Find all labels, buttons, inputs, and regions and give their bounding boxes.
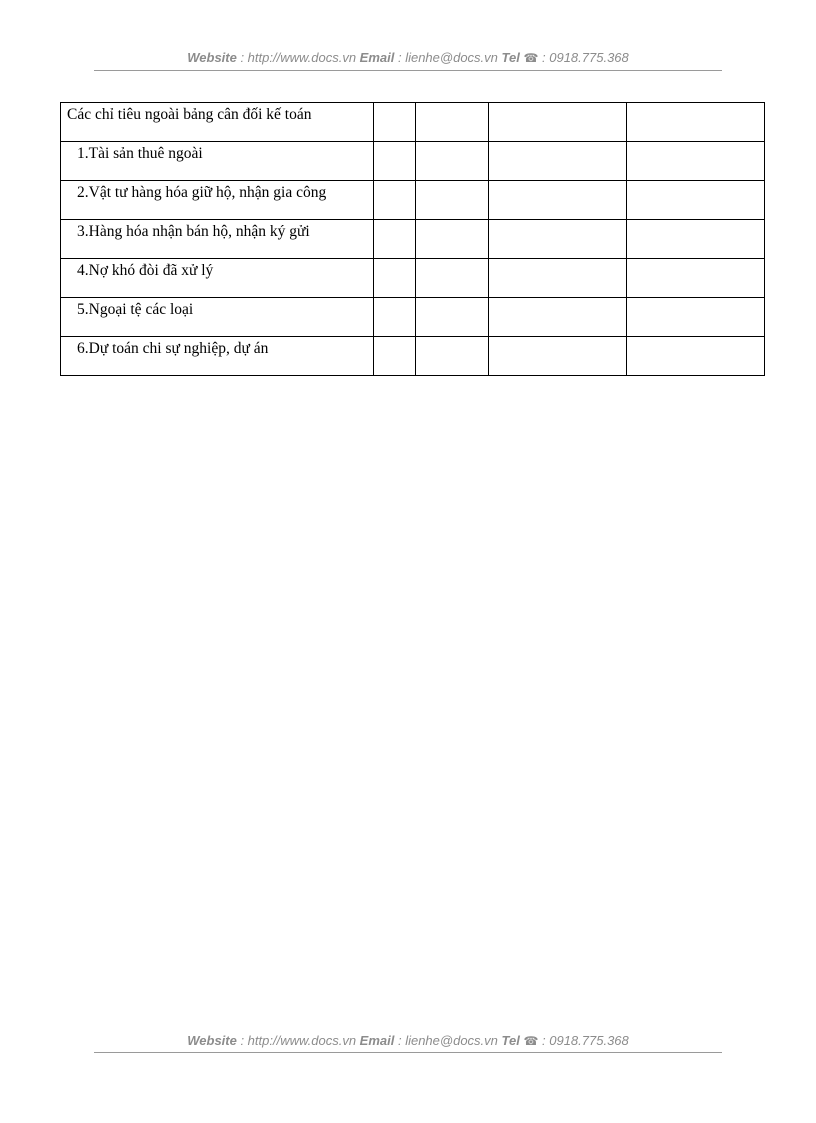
table-cell <box>374 103 416 142</box>
table-cell <box>416 142 489 181</box>
footer-email-label: Email <box>359 1033 395 1048</box>
table-cell <box>489 337 627 376</box>
table-row <box>61 181 765 220</box>
table-cell <box>374 259 416 298</box>
table-cell <box>374 142 416 181</box>
table-cell <box>416 259 489 298</box>
table-cell <box>489 181 627 220</box>
table-cell <box>627 259 765 298</box>
footer-divider <box>94 1052 722 1053</box>
phone-icon: ☎ <box>523 1034 539 1048</box>
row-label <box>61 298 374 337</box>
table-cell <box>416 337 489 376</box>
table-cell <box>489 259 627 298</box>
header-email-label: Email <box>359 50 395 65</box>
table-cell <box>374 220 416 259</box>
row-label <box>61 181 374 220</box>
row-label-text: 5.Ngoại tệ các loại <box>77 301 194 318</box>
off-balance-sheet-table <box>60 102 765 376</box>
table-cell <box>416 298 489 337</box>
footer-website-value: : http://www.docs.vn <box>236 1033 360 1048</box>
row-label <box>61 220 374 259</box>
table-cell <box>489 220 627 259</box>
row-label-text: 2.Vật tư hàng hóa giữ hộ, nhận gia công <box>77 184 327 201</box>
row-label-text: 3.Hàng hóa nhận bán hộ, nhận ký gửi <box>77 223 310 240</box>
table-cell <box>416 103 489 142</box>
table-cell <box>416 181 489 220</box>
table-row <box>61 337 765 376</box>
header-tel-value: : 0918.775.368 <box>538 50 629 65</box>
row-label-text: Các chỉ tiêu ngoài bảng cân đối kế toán <box>67 106 312 123</box>
table-row <box>61 103 765 142</box>
table-row <box>61 220 765 259</box>
row-label <box>61 259 374 298</box>
footer-tel-label: Tel <box>501 1033 520 1048</box>
table-cell <box>627 220 765 259</box>
table-cell <box>627 337 765 376</box>
phone-icon: ☎ <box>523 51 539 65</box>
table-row <box>61 142 765 181</box>
table-cell <box>489 298 627 337</box>
header-divider <box>94 70 722 71</box>
table-cell <box>627 103 765 142</box>
table-cell <box>489 142 627 181</box>
footer-website-label: Website <box>187 1033 237 1048</box>
row-label-text: 1.Tài sản thuê ngoài <box>77 145 203 162</box>
row-label <box>61 142 374 181</box>
header-tel-label: Tel <box>501 50 520 65</box>
page-footer <box>94 1033 722 1048</box>
row-label-text: 6.Dự toán chi sự nghiệp, dự án <box>77 340 269 357</box>
table-cell <box>374 181 416 220</box>
row-label <box>61 103 374 142</box>
table-cell <box>416 220 489 259</box>
table-cell <box>627 298 765 337</box>
footer-email-value: : lienhe@docs.vn <box>394 1033 502 1048</box>
row-label <box>61 337 374 376</box>
header-email-value: : lienhe@docs.vn <box>394 50 502 65</box>
row-label-text: 4.Nợ khó đòi đã xử lý <box>77 262 214 279</box>
table-row <box>61 298 765 337</box>
table-cell <box>627 181 765 220</box>
table-cell <box>374 298 416 337</box>
table-cell <box>627 142 765 181</box>
table-cell <box>489 103 627 142</box>
footer-tel-value: : 0918.775.368 <box>538 1033 629 1048</box>
table-row <box>61 259 765 298</box>
page-header <box>94 50 722 65</box>
header-website-label: Website <box>187 50 237 65</box>
header-website-value: : http://www.docs.vn <box>236 50 360 65</box>
table-cell <box>374 337 416 376</box>
